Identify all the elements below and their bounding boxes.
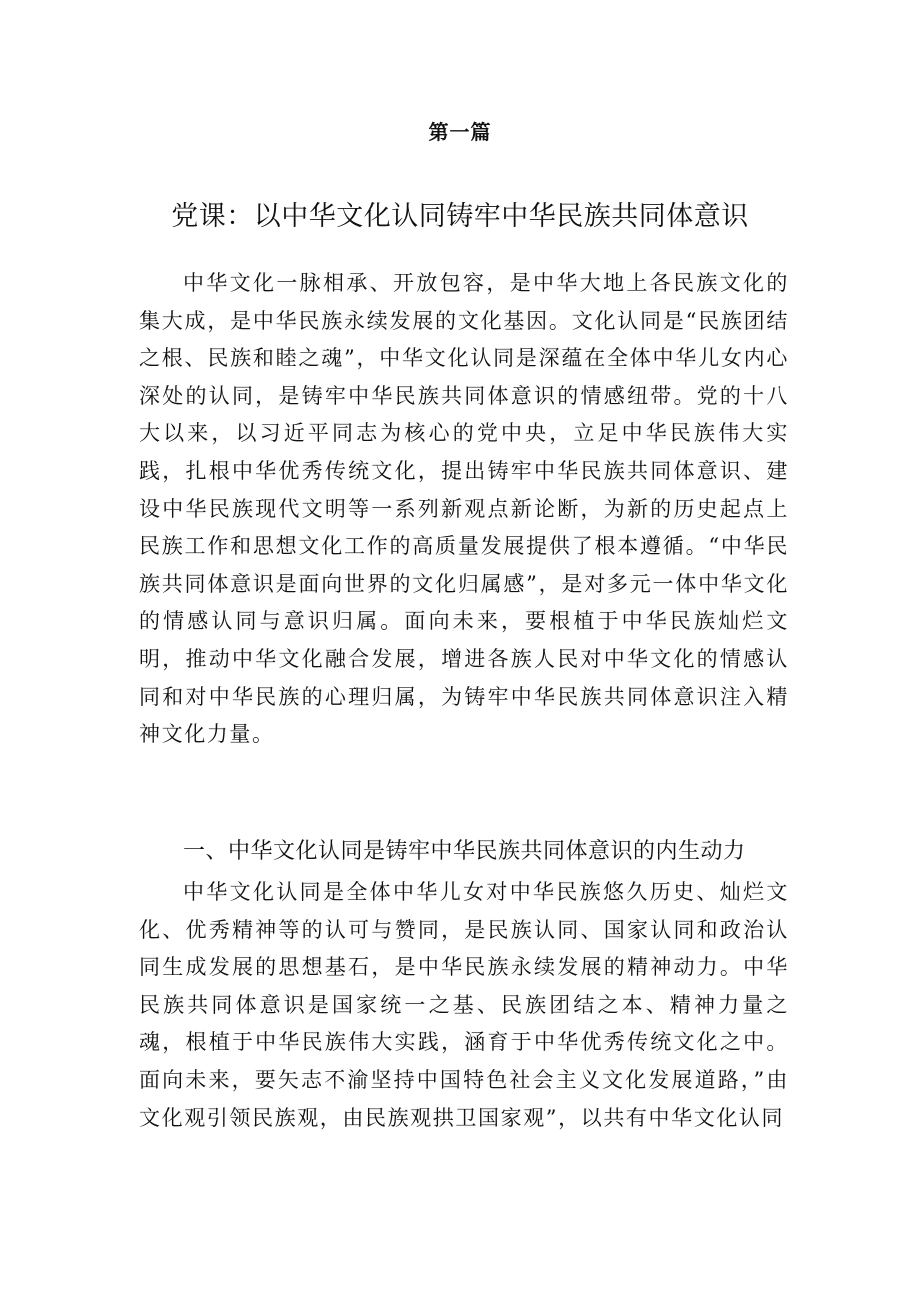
document-title: 党课：以中华文化认同铸牢中华民族共同体意识 <box>171 201 749 232</box>
section-heading-1: 一、中华文化认同是铸牢中华民族共同体意识的内生动力 <box>183 839 746 864</box>
paragraph-intro: 中华文化一脉相承、开放包容，是中华大地上各民族文化的集大成，是中华民族永续发展的文化基因。文化认同是“民族团结之根、民族和睦之魂”，中华文化认同是深蕴在全体中华儿女内心深处的认同，是铸牢中华民族共同体意识的情感纽带。党的十八大以来，以习近平同志为核心的党中央，立足中华民族伟大实践，扎根中华优秀传统文化，提出铸牢中华民族共同体意识、建设中华民族现代文明等一系列新观点新论断，为新的历史起点上民族工作和思想文化工作的高质量发展提供了根本遵循。“中华民族共同体意识是面向世界的文化归属感”，是对多元一体中华文化的情感认同与意识归属。面向未来，要根植于中华民族灿烂文明，推动中华文化融合发展，增进各族人民对中华文化的情感认同和对中华民族的心理归属，为铸牢中华民族共同体意识注入精神文化力量。 <box>139 271 789 747</box>
part-label: 第一篇 <box>428 120 492 144</box>
paragraph-section-1: 中华文化认同是全体中华儿女对中华民族悠久历史、灿烂文化、优秀精神等的认可与赞同，是民族认同、国家认同和政治认同生成发展的思想基石，是中华民族永续发展的精神动力。中华民族共同体意识是国家统一之基、民族团结之本、精神力量之魂，根植于中华民族伟大实践，涵育于中华优秀传统文化之中。面向未来，要矢志不渝坚持中国特色社会主义文化发展道路，”由文化观引领民族观，由民族观拱卫国家观”，以共有中华文化认同 <box>139 880 789 1130</box>
